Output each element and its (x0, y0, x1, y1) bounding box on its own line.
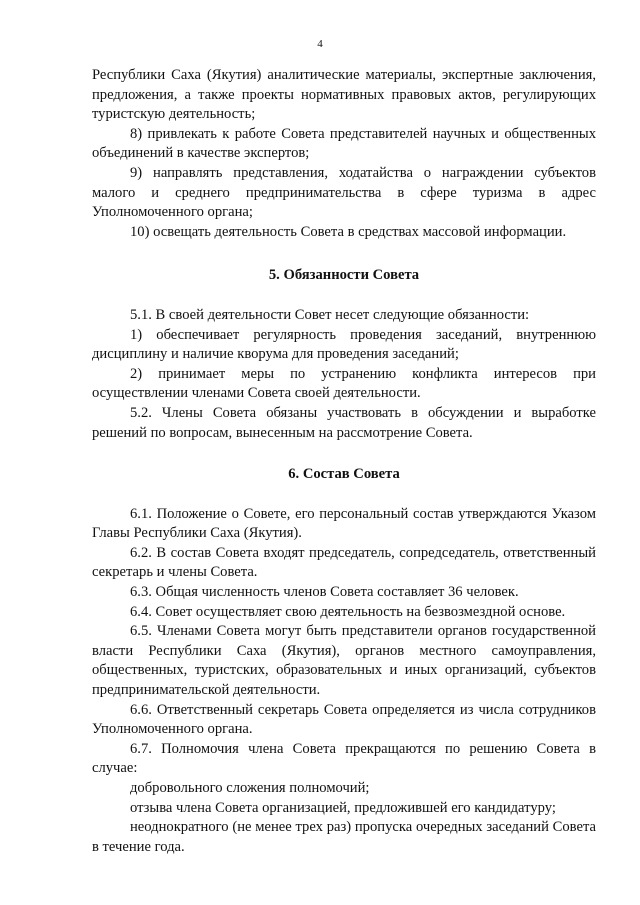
paragraph: неоднократного (не менее трех раз) пропуска очередных заседаний Совета в течение года. (92, 819, 596, 855)
paragraph: 6.1. Положение о Совете, его персональный состав утверждаются Указом Главы Республики Саха (Якутия). (92, 505, 596, 542)
paragraph: 6.5. Членами Совета могут быть представители органов государственной власти Республики Саха (Якутия), органов местного самоуправления, общественных, туристских, образовательных и иных организаций, субъектов предпринимательской деятельности. (92, 623, 596, 699)
paragraph: 5.2. Члены Совета обязаны участвовать в обсуждении и выработке решений по вопросам, вынесенным на рассмотрение Совета. (92, 404, 596, 441)
paragraph: 6.6. Ответственный секретарь Совета определяется из числа сотрудников Уполномоченного органа. (92, 701, 596, 738)
paragraph: Республики Саха (Якутия) аналитические материалы, экспертные заключения, предложения, а также проекты нормативных правовых актов, регулирующих туристскую деятельность; (92, 67, 596, 123)
section-heading: 6. Состав Совета (288, 466, 400, 483)
paragraph: 5.1. В своей деятельности Совет несет следующие обязанности: (130, 306, 530, 323)
paragraph: 2) принимает меры по устранению конфликта интересов при осуществлении членами Совета своей деятельности. (92, 365, 596, 402)
paragraph: добровольного сложения полномочий; (130, 780, 370, 796)
paragraph: 6.2. В состав Совета входят председатель, сопредседатель, ответственный секретарь и члены Совета. (92, 544, 596, 581)
paragraph: 10) освещать деятельность Совета в средствах массовой информации. (130, 223, 567, 240)
paragraph: 9) направлять представления, ходатайства о награждении субъектов малого и среднего предпринимательства в сфере туризма в адрес Уполномоченного органа; (92, 164, 596, 221)
paragraph: 6.7. Полномочия члена Совета прекращаются по решению Совета в случае: (92, 740, 596, 777)
paragraph: отзыва члена Совета организацией, предложившей его кандидатуру; (130, 799, 556, 816)
paragraph: 6.3. Общая численность членов Совета составляет 36 человек. (130, 584, 519, 601)
paragraph: 8) привлекать к работе Совета представителей научных и общественных объединений в качестве экспертов; (92, 125, 596, 162)
section-heading: 5. Обязанности Совета (268, 267, 420, 284)
paragraph: 1) обеспечивает регулярность проведения заседаний, внутреннюю дисциплину и наличие кворума для проведения заседаний; (92, 326, 596, 363)
paragraph: 6.4. Совет осуществляет свою деятельность на безвозмездной основе. (130, 603, 566, 620)
document-body (92, 66, 596, 857)
page-number: 4 (317, 38, 323, 50)
